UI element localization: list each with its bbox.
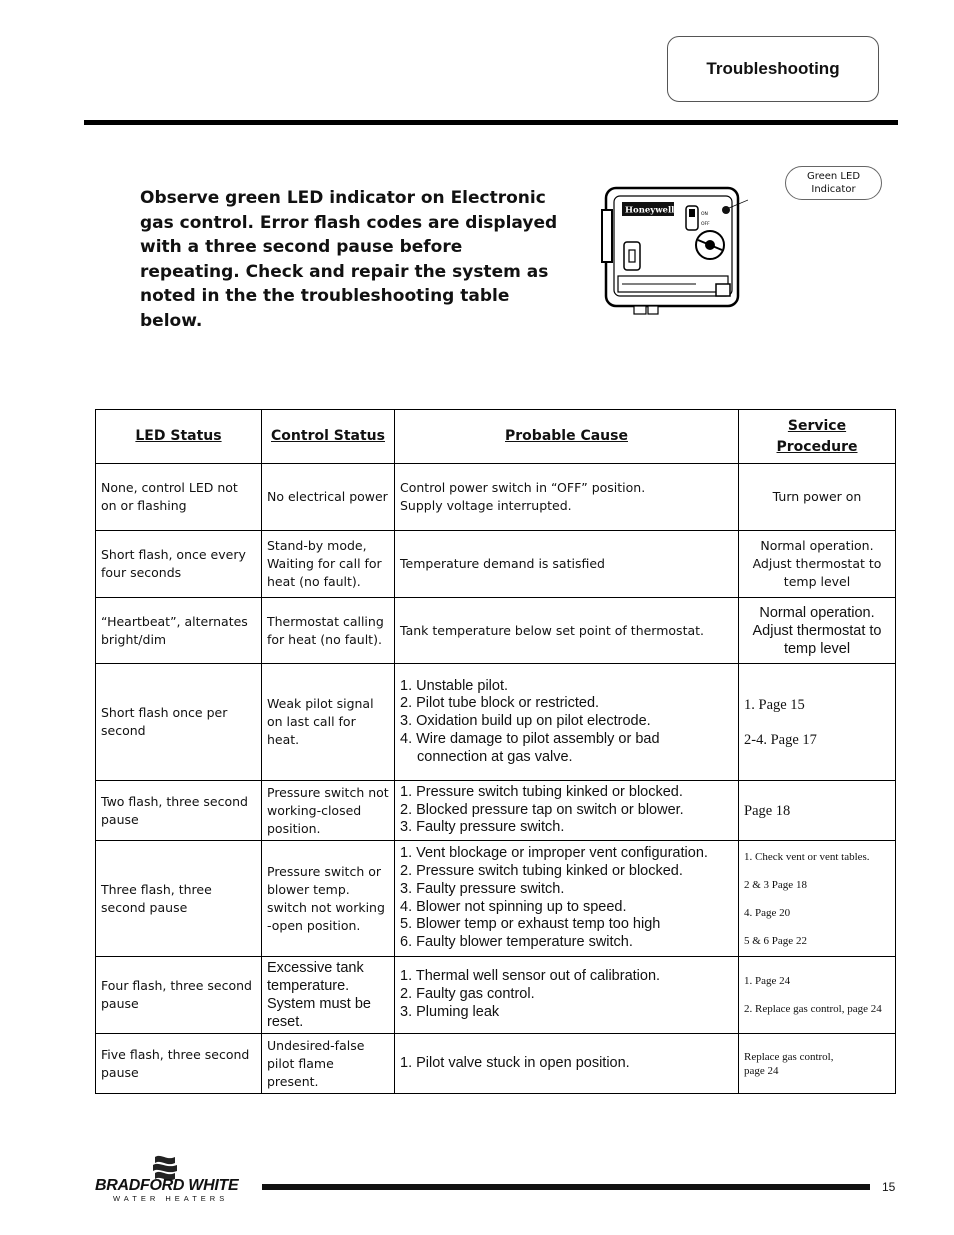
service-line: 1. Page 15 [744, 696, 805, 713]
control-status-cell: Thermostat calling for heat (no fault). [262, 598, 395, 664]
service-line: 4. Page 20 [744, 906, 791, 919]
led-status-cell: Two flash, three second pause [96, 781, 262, 841]
control-status-cell: Undesired-false pilot flame present. [262, 1034, 395, 1094]
control-status-cell: No electrical power [262, 464, 395, 531]
service-line: 2 & 3 Page 18 [744, 878, 807, 891]
probable-cause-cell [395, 464, 739, 531]
knob-label-off: OFF [701, 222, 710, 227]
cause-line: 1. Vent blockage or improper vent configuration. [400, 845, 708, 862]
service-line: 1. Page 24 [744, 975, 791, 987]
probable-cause-cell [395, 781, 739, 841]
probable-cause-cell [395, 664, 739, 781]
header-rule [84, 120, 898, 125]
header-probable-cause: Probable Cause [395, 410, 739, 464]
header-led-status: LED Status [96, 410, 262, 464]
cause-line: Control power switch in “OFF” position. [400, 480, 646, 495]
cause-line: 1. Unstable pilot. [400, 677, 509, 694]
header-control-status: Control Status [262, 410, 395, 464]
table-row [96, 957, 896, 1034]
service-line: 5 & 6 Page 22 [744, 934, 807, 947]
table-row [96, 531, 896, 598]
section-tab-label: Troubleshooting [706, 59, 840, 78]
table-row [96, 841, 896, 957]
service-procedure-cell: Replace gas control, page 24 [739, 1034, 896, 1094]
cause-line: 2. Pressure switch tubing kinked or blocked. [400, 862, 683, 879]
cause-line: 1. Thermal well sensor out of calibration. [400, 968, 661, 985]
page-number: 15 [882, 1180, 896, 1194]
cause-line: Supply voltage interrupted. [400, 498, 572, 513]
logo-wordmark: BRADFORD WHITE [95, 1177, 239, 1194]
probable-cause-cell: 1. Pilot valve stuck in open position. [395, 1034, 739, 1094]
service-procedure-cell: Turn power on [739, 464, 896, 531]
green-led-indicator [722, 206, 730, 214]
service-procedure-cell [739, 664, 896, 781]
knob-label-on: ON [701, 212, 708, 217]
led-status-cell: “Heartbeat”, alternates bright/dim [96, 598, 262, 664]
probable-cause-cell: Tank temperature below set point of thermostat. [395, 598, 739, 664]
service-line: 1. Check vent or vent tables. [744, 850, 870, 863]
cause-line: 2. Pilot tube block or restricted. [400, 695, 600, 712]
probable-cause-cell [395, 841, 739, 957]
cause-line: 3. Faulty pressure switch. [400, 819, 565, 836]
cause-line: 3. Oxidation build up on pilot electrode. [400, 713, 651, 730]
cause-line: 4. Wire damage to pilot assembly or bad connection at gas valve. [400, 730, 660, 765]
cause-line: 4. Blower not spinning up to speed. [400, 898, 627, 915]
control-status-cell: Pressure switch or blower temp. switch not working -open position. [262, 841, 395, 957]
led-status-cell: Five flash, three second pause [96, 1034, 262, 1094]
control-status-cell: Weak pilot signal on last call for heat. [262, 664, 395, 781]
service-line: 2. Replace gas control, page 24 [744, 1003, 882, 1015]
probable-cause-cell [395, 957, 739, 1034]
logo-subtext: WATER HEATERS [113, 1194, 229, 1203]
led-status-cell: Short flash, once every four seconds [96, 531, 262, 598]
table-row [96, 664, 896, 781]
brand-label: Honeywell [625, 205, 675, 216]
led-status-cell: Short flash once per second [96, 664, 262, 781]
bradford-white-logo [95, 1153, 255, 1205]
service-procedure-cell [739, 957, 896, 1034]
led-status-cell: Four flash, three second pause [96, 957, 262, 1034]
service-procedure-cell: Page 18 [739, 781, 896, 841]
table-row [96, 464, 896, 531]
led-status-cell: Three flash, three second pause [96, 841, 262, 957]
gas-control-illustration [598, 180, 748, 320]
service-procedure-cell: Normal operation. Adjust thermostat to temp level [739, 531, 896, 598]
troubleshooting-table [95, 409, 896, 1094]
probable-cause-cell: Temperature demand is satisfied [395, 531, 739, 598]
header-service-procedure: Service Procedure [739, 410, 896, 464]
control-status-cell: Excessive tank temperature. System must be reset. [262, 957, 395, 1034]
cause-line: 3. Faulty pressure switch. [400, 880, 565, 897]
led-status-cell: None, control LED not on or flashing [96, 464, 262, 531]
table-row [96, 781, 896, 841]
service-procedure-cell: Normal operation. Adjust thermostat to temp level [739, 598, 896, 664]
cause-line: 2. Blocked pressure tap on switch or blower. [400, 801, 684, 818]
control-status-cell: Pressure switch not working-closed position. [262, 781, 395, 841]
cause-line: 6. Faulty blower temperature switch. [400, 934, 633, 951]
cause-line: 1. Pressure switch tubing kinked or blocked. [400, 783, 683, 800]
cause-line: 3. Pluming leak [400, 1003, 500, 1020]
service-procedure-cell [739, 841, 896, 957]
intro-paragraph: Observe green LED indicator on Electronic gas control. Error flash codes are displayed with a three second pause before repeating. Check and repair the system as noted in the the troubleshooting table below. [140, 188, 558, 331]
table-header-row [96, 410, 896, 464]
table-row [96, 598, 896, 664]
cause-line: 2. Faulty gas control. [400, 986, 535, 1003]
green-led-callout: Green LED Indicator [785, 166, 882, 200]
section-tab [667, 36, 879, 102]
footer-rule [262, 1184, 870, 1190]
control-status-cell: Stand-by mode, Waiting for call for heat (no fault). [262, 531, 395, 598]
cause-line: 5. Blower temp or exhaust temp too high [400, 916, 661, 933]
table-row [96, 1034, 896, 1094]
service-line: 2-4. Page 17 [744, 731, 817, 748]
